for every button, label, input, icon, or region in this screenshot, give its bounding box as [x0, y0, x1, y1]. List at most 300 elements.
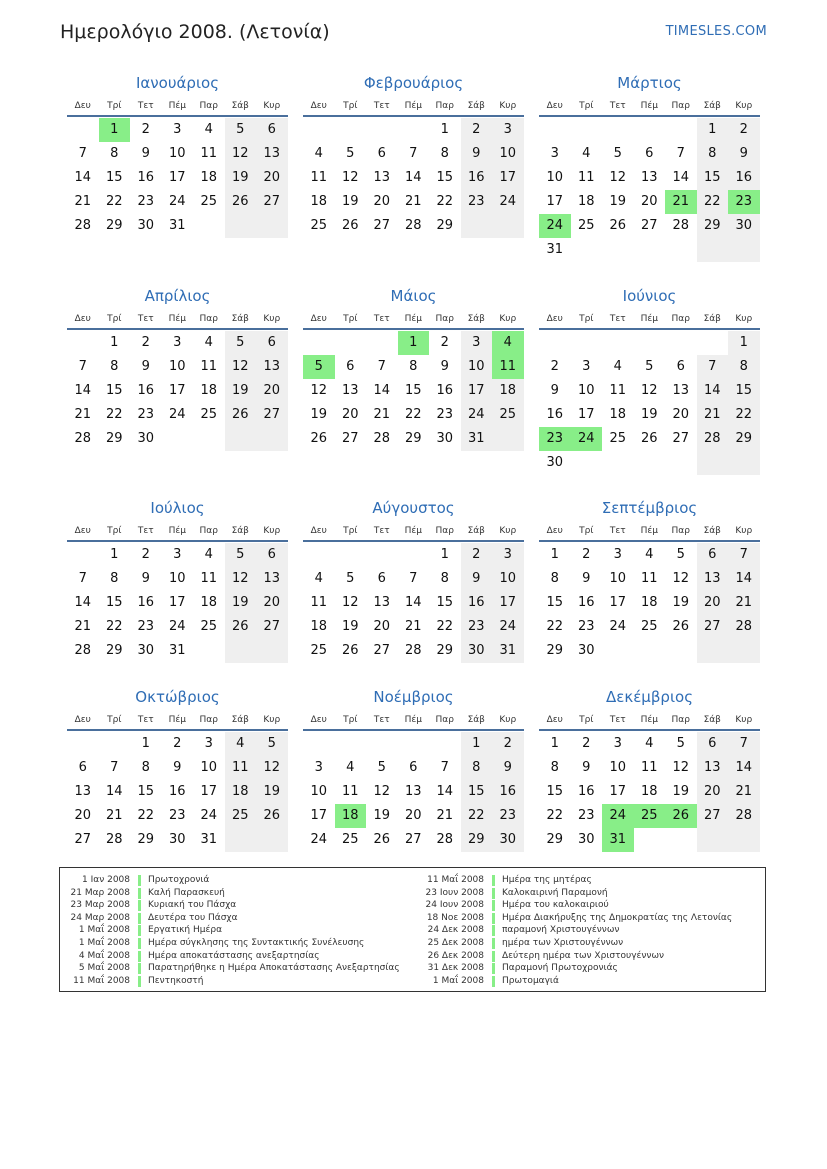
day-cell[interactable]: 22 — [137, 808, 155, 823]
day-cell[interactable]: 28 — [74, 643, 92, 658]
day-cell[interactable]: 24 — [310, 832, 328, 847]
day-cell[interactable]: 13 — [373, 170, 391, 185]
day-cell[interactable]: 25 — [200, 407, 218, 422]
day-cell[interactable]: 12 — [640, 383, 658, 398]
day-cell[interactable]: 30 — [137, 431, 155, 446]
day-cell[interactable]: 27 — [256, 615, 288, 639]
day-cell[interactable]: 7 — [409, 146, 418, 161]
day-cell[interactable]: 21 — [373, 407, 391, 422]
day-cell[interactable]: 28 — [436, 832, 454, 847]
day-cell[interactable]: 14 — [74, 595, 92, 610]
day-cell[interactable]: 17 — [461, 379, 493, 403]
day-cell[interactable]: 2 — [582, 736, 591, 751]
day-cell[interactable]: 16 — [546, 407, 564, 422]
day-cell[interactable]: 9 — [440, 359, 449, 374]
day-cell[interactable]: 3 — [613, 736, 622, 751]
day-cell[interactable]: 5 — [225, 543, 257, 567]
day-cell[interactable]: 7 — [78, 146, 87, 161]
day-cell[interactable]: 27 — [256, 403, 288, 427]
day-cell[interactable]: 23 — [461, 615, 493, 639]
day-cell[interactable]: 25 — [310, 218, 328, 233]
day-cell[interactable]: 20 — [697, 591, 729, 615]
day-cell[interactable]: 27 — [697, 615, 729, 639]
day-cell[interactable]: 26 — [373, 832, 391, 847]
day-cell[interactable]: 29 — [728, 427, 760, 451]
day-cell[interactable]: 20 — [697, 780, 729, 804]
day-cell[interactable]: 21 — [436, 808, 454, 823]
day-cell[interactable]: 13 — [256, 142, 288, 166]
day-cell[interactable]: 10 — [168, 571, 186, 586]
day-cell[interactable]: 14 — [74, 170, 92, 185]
day-cell[interactable]: 31 — [602, 828, 634, 852]
day-cell[interactable]: 23 — [137, 407, 155, 422]
site-link[interactable]: TIMESLES.COM — [665, 24, 767, 39]
day-cell[interactable]: 25 — [609, 431, 627, 446]
day-cell[interactable]: 4 — [582, 146, 591, 161]
day-cell[interactable]: 5 — [676, 547, 685, 562]
day-cell[interactable]: 18 — [492, 379, 524, 403]
day-cell[interactable]: 15 — [105, 595, 123, 610]
day-cell[interactable]: 3 — [204, 736, 213, 751]
day-cell[interactable]: 5 — [225, 118, 257, 142]
day-cell[interactable]: 30 — [577, 832, 595, 847]
day-cell[interactable]: 13 — [672, 383, 690, 398]
day-cell[interactable]: 9 — [461, 567, 493, 591]
day-cell[interactable]: 10 — [609, 571, 627, 586]
day-cell[interactable]: 12 — [225, 142, 257, 166]
day-cell[interactable]: 2 — [492, 732, 524, 756]
day-cell[interactable]: 4 — [204, 547, 213, 562]
day-cell[interactable]: 24 — [571, 427, 603, 451]
day-cell[interactable]: 24 — [539, 214, 571, 238]
day-cell[interactable]: 29 — [105, 218, 123, 233]
day-cell[interactable]: 21 — [105, 808, 123, 823]
day-cell[interactable]: 4 — [645, 736, 654, 751]
day-cell[interactable]: 10 — [461, 355, 493, 379]
day-cell[interactable]: 25 — [341, 832, 359, 847]
day-cell[interactable]: 30 — [546, 455, 564, 470]
day-cell[interactable]: 14 — [436, 784, 454, 799]
day-cell[interactable]: 19 — [225, 591, 257, 615]
day-cell[interactable]: 12 — [310, 383, 328, 398]
day-cell[interactable]: 1 — [99, 118, 131, 142]
day-cell[interactable]: 24 — [492, 190, 524, 214]
day-cell[interactable]: 30 — [137, 643, 155, 658]
day-cell[interactable]: 26 — [609, 218, 627, 233]
day-cell[interactable]: 31 — [461, 427, 493, 451]
day-cell[interactable]: 20 — [373, 194, 391, 209]
day-cell[interactable]: 13 — [697, 567, 729, 591]
day-cell[interactable]: 22 — [105, 194, 123, 209]
day-cell[interactable]: 22 — [546, 619, 564, 634]
day-cell[interactable]: 18 — [609, 407, 627, 422]
day-cell[interactable]: 16 — [436, 383, 454, 398]
day-cell[interactable]: 26 — [640, 431, 658, 446]
day-cell[interactable]: 14 — [728, 567, 760, 591]
day-cell[interactable]: 3 — [173, 122, 182, 137]
day-cell[interactable]: 28 — [728, 804, 760, 828]
day-cell[interactable]: 4 — [613, 359, 622, 374]
day-cell[interactable]: 4 — [204, 335, 213, 350]
day-cell[interactable]: 1 — [550, 736, 559, 751]
day-cell[interactable]: 11 — [310, 595, 328, 610]
day-cell[interactable]: 6 — [377, 571, 386, 586]
day-cell[interactable]: 29 — [105, 431, 123, 446]
day-cell[interactable]: 3 — [492, 543, 524, 567]
day-cell[interactable]: 17 — [609, 784, 627, 799]
day-cell[interactable]: 22 — [404, 407, 422, 422]
day-cell[interactable]: 12 — [256, 756, 288, 780]
day-cell[interactable]: 27 — [404, 832, 422, 847]
day-cell[interactable]: 2 — [582, 547, 591, 562]
day-cell[interactable]: 8 — [461, 756, 493, 780]
day-cell[interactable]: 4 — [204, 122, 213, 137]
day-cell[interactable]: 19 — [672, 595, 690, 610]
day-cell[interactable]: 29 — [404, 431, 422, 446]
day-cell[interactable]: 1 — [110, 335, 119, 350]
day-cell[interactable]: 21 — [404, 194, 422, 209]
day-cell[interactable]: 9 — [582, 571, 591, 586]
day-cell[interactable]: 29 — [461, 828, 493, 852]
day-cell[interactable]: 25 — [200, 619, 218, 634]
day-cell[interactable]: 15 — [105, 383, 123, 398]
day-cell[interactable]: 6 — [409, 760, 418, 775]
day-cell[interactable]: 30 — [728, 214, 760, 238]
day-cell[interactable]: 11 — [492, 355, 524, 379]
day-cell[interactable]: 13 — [256, 567, 288, 591]
day-cell[interactable]: 26 — [225, 615, 257, 639]
day-cell[interactable]: 1 — [141, 736, 150, 751]
day-cell[interactable]: 30 — [461, 639, 493, 663]
day-cell[interactable]: 31 — [200, 832, 218, 847]
day-cell[interactable]: 18 — [200, 595, 218, 610]
day-cell[interactable]: 16 — [168, 784, 186, 799]
day-cell[interactable]: 7 — [377, 359, 386, 374]
day-cell[interactable]: 19 — [373, 808, 391, 823]
day-cell[interactable]: 27 — [373, 218, 391, 233]
day-cell[interactable]: 17 — [609, 595, 627, 610]
day-cell[interactable]: 8 — [409, 359, 418, 374]
day-cell[interactable]: 10 — [168, 359, 186, 374]
day-cell[interactable]: 13 — [256, 355, 288, 379]
day-cell[interactable]: 24 — [602, 804, 634, 828]
day-cell[interactable]: 8 — [440, 571, 449, 586]
day-cell[interactable]: 5 — [303, 355, 335, 379]
day-cell[interactable]: 28 — [74, 431, 92, 446]
day-cell[interactable]: 14 — [373, 383, 391, 398]
day-cell[interactable]: 4 — [645, 547, 654, 562]
day-cell[interactable]: 17 — [492, 166, 524, 190]
day-cell[interactable]: 23 — [137, 619, 155, 634]
day-cell[interactable]: 24 — [168, 619, 186, 634]
day-cell[interactable]: 13 — [373, 595, 391, 610]
day-cell[interactable]: 12 — [341, 170, 359, 185]
day-cell[interactable]: 16 — [577, 784, 595, 799]
day-cell[interactable]: 17 — [492, 591, 524, 615]
day-cell[interactable]: 20 — [672, 407, 690, 422]
day-cell[interactable]: 20 — [256, 166, 288, 190]
day-cell[interactable]: 27 — [373, 643, 391, 658]
day-cell[interactable]: 21 — [728, 591, 760, 615]
day-cell[interactable]: 30 — [492, 828, 524, 852]
day-cell[interactable]: 12 — [225, 567, 257, 591]
day-cell[interactable]: 23 — [577, 619, 595, 634]
day-cell[interactable]: 15 — [461, 780, 493, 804]
day-cell[interactable]: 11 — [200, 359, 218, 374]
day-cell[interactable]: 9 — [141, 359, 150, 374]
day-cell[interactable]: 5 — [346, 146, 355, 161]
day-cell[interactable]: 20 — [640, 194, 658, 209]
day-cell[interactable]: 23 — [168, 808, 186, 823]
day-cell[interactable]: 7 — [676, 146, 685, 161]
day-cell[interactable]: 6 — [697, 732, 729, 756]
day-cell[interactable]: 10 — [310, 784, 328, 799]
day-cell[interactable]: 19 — [341, 619, 359, 634]
day-cell[interactable]: 9 — [141, 146, 150, 161]
day-cell[interactable]: 24 — [168, 194, 186, 209]
day-cell[interactable]: 7 — [728, 543, 760, 567]
day-cell[interactable]: 23 — [539, 427, 571, 451]
day-cell[interactable]: 9 — [550, 383, 559, 398]
day-cell[interactable]: 2 — [728, 118, 760, 142]
day-cell[interactable]: 6 — [256, 543, 288, 567]
day-cell[interactable]: 15 — [546, 595, 564, 610]
day-cell[interactable]: 1 — [728, 331, 760, 355]
day-cell[interactable]: 24 — [492, 615, 524, 639]
day-cell[interactable]: 19 — [341, 194, 359, 209]
day-cell[interactable]: 5 — [377, 760, 386, 775]
day-cell[interactable]: 6 — [676, 359, 685, 374]
day-cell[interactable]: 11 — [310, 170, 328, 185]
day-cell[interactable]: 4 — [346, 760, 355, 775]
day-cell[interactable]: 2 — [141, 547, 150, 562]
day-cell[interactable]: 14 — [672, 170, 690, 185]
day-cell[interactable]: 18 — [640, 595, 658, 610]
day-cell[interactable]: 23 — [461, 190, 493, 214]
day-cell[interactable]: 6 — [256, 331, 288, 355]
day-cell[interactable]: 7 — [409, 571, 418, 586]
day-cell[interactable]: 2 — [461, 543, 493, 567]
day-cell[interactable]: 14 — [105, 784, 123, 799]
day-cell[interactable]: 19 — [672, 784, 690, 799]
day-cell[interactable]: 9 — [141, 571, 150, 586]
day-cell[interactable]: 15 — [404, 383, 422, 398]
day-cell[interactable]: 30 — [168, 832, 186, 847]
day-cell[interactable]: 29 — [546, 832, 564, 847]
day-cell[interactable]: 30 — [137, 218, 155, 233]
day-cell[interactable]: 29 — [697, 214, 729, 238]
day-cell[interactable]: 3 — [461, 331, 493, 355]
day-cell[interactable]: 29 — [436, 218, 454, 233]
day-cell[interactable]: 31 — [546, 242, 564, 257]
day-cell[interactable]: 10 — [168, 146, 186, 161]
day-cell[interactable]: 17 — [200, 784, 218, 799]
day-cell[interactable]: 22 — [105, 619, 123, 634]
day-cell[interactable]: 3 — [550, 146, 559, 161]
day-cell[interactable]: 27 — [640, 218, 658, 233]
day-cell[interactable]: 12 — [672, 760, 690, 775]
day-cell[interactable]: 20 — [341, 407, 359, 422]
day-cell[interactable]: 2 — [173, 736, 182, 751]
day-cell[interactable]: 5 — [676, 736, 685, 751]
day-cell[interactable]: 4 — [314, 571, 323, 586]
day-cell[interactable]: 9 — [582, 760, 591, 775]
day-cell[interactable]: 18 — [310, 194, 328, 209]
day-cell[interactable]: 6 — [697, 543, 729, 567]
day-cell[interactable]: 17 — [310, 808, 328, 823]
day-cell[interactable]: 5 — [256, 732, 288, 756]
day-cell[interactable]: 8 — [728, 355, 760, 379]
day-cell[interactable]: 3 — [173, 547, 182, 562]
day-cell[interactable]: 3 — [613, 547, 622, 562]
day-cell[interactable]: 20 — [256, 591, 288, 615]
day-cell[interactable]: 22 — [546, 808, 564, 823]
day-cell[interactable]: 7 — [697, 355, 729, 379]
day-cell[interactable]: 16 — [728, 166, 760, 190]
day-cell[interactable]: 3 — [314, 760, 323, 775]
day-cell[interactable]: 19 — [256, 780, 288, 804]
day-cell[interactable]: 29 — [436, 643, 454, 658]
day-cell[interactable]: 2 — [550, 359, 559, 374]
day-cell[interactable]: 12 — [225, 355, 257, 379]
day-cell[interactable]: 21 — [74, 619, 92, 634]
day-cell[interactable]: 25 — [225, 804, 257, 828]
day-cell[interactable]: 30 — [436, 431, 454, 446]
day-cell[interactable]: 7 — [78, 571, 87, 586]
day-cell[interactable]: 22 — [697, 190, 729, 214]
day-cell[interactable]: 21 — [665, 190, 697, 214]
day-cell[interactable]: 10 — [492, 142, 524, 166]
day-cell[interactable]: 9 — [728, 142, 760, 166]
day-cell[interactable]: 28 — [672, 218, 690, 233]
day-cell[interactable]: 26 — [665, 804, 697, 828]
day-cell[interactable]: 15 — [728, 379, 760, 403]
day-cell[interactable]: 14 — [697, 379, 729, 403]
day-cell[interactable]: 18 — [310, 619, 328, 634]
day-cell[interactable]: 6 — [256, 118, 288, 142]
day-cell[interactable]: 15 — [546, 784, 564, 799]
day-cell[interactable]: 11 — [640, 760, 658, 775]
day-cell[interactable]: 10 — [546, 170, 564, 185]
day-cell[interactable]: 1 — [440, 122, 449, 137]
day-cell[interactable]: 8 — [697, 142, 729, 166]
day-cell[interactable]: 13 — [74, 784, 92, 799]
day-cell[interactable]: 11 — [200, 571, 218, 586]
day-cell[interactable]: 22 — [436, 194, 454, 209]
day-cell[interactable]: 11 — [225, 756, 257, 780]
day-cell[interactable]: 16 — [137, 170, 155, 185]
day-cell[interactable]: 10 — [609, 760, 627, 775]
day-cell[interactable]: 24 — [461, 403, 493, 427]
day-cell[interactable]: 28 — [373, 431, 391, 446]
day-cell[interactable]: 28 — [404, 643, 422, 658]
day-cell[interactable]: 30 — [577, 643, 595, 658]
day-cell[interactable]: 28 — [697, 427, 729, 451]
day-cell[interactable]: 1 — [398, 331, 430, 355]
day-cell[interactable]: 16 — [461, 591, 493, 615]
day-cell[interactable]: 1 — [440, 547, 449, 562]
day-cell[interactable]: 18 — [577, 194, 595, 209]
day-cell[interactable]: 16 — [492, 780, 524, 804]
day-cell[interactable]: 3 — [492, 118, 524, 142]
day-cell[interactable]: 25 — [640, 619, 658, 634]
day-cell[interactable]: 24 — [200, 808, 218, 823]
day-cell[interactable]: 5 — [225, 331, 257, 355]
day-cell[interactable]: 1 — [550, 547, 559, 562]
day-cell[interactable]: 22 — [105, 407, 123, 422]
day-cell[interactable]: 22 — [436, 619, 454, 634]
day-cell[interactable]: 19 — [225, 379, 257, 403]
day-cell[interactable]: 31 — [492, 639, 524, 663]
day-cell[interactable]: 31 — [168, 643, 186, 658]
day-cell[interactable]: 3 — [582, 359, 591, 374]
day-cell[interactable]: 29 — [105, 643, 123, 658]
day-cell[interactable]: 9 — [461, 142, 493, 166]
day-cell[interactable]: 12 — [609, 170, 627, 185]
day-cell[interactable]: 16 — [137, 383, 155, 398]
day-cell[interactable]: 10 — [200, 760, 218, 775]
day-cell[interactable]: 11 — [609, 383, 627, 398]
day-cell[interactable]: 13 — [404, 784, 422, 799]
day-cell[interactable]: 19 — [640, 407, 658, 422]
day-cell[interactable]: 11 — [640, 571, 658, 586]
day-cell[interactable]: 23 — [492, 804, 524, 828]
day-cell[interactable]: 27 — [697, 804, 729, 828]
day-cell[interactable]: 6 — [645, 146, 654, 161]
day-cell[interactable]: 8 — [550, 571, 559, 586]
day-cell[interactable]: 8 — [550, 760, 559, 775]
day-cell[interactable]: 18 — [200, 170, 218, 185]
day-cell[interactable]: 3 — [173, 335, 182, 350]
day-cell[interactable]: 7 — [440, 760, 449, 775]
day-cell[interactable]: 27 — [672, 431, 690, 446]
day-cell[interactable]: 17 — [577, 407, 595, 422]
day-cell[interactable]: 10 — [492, 567, 524, 591]
day-cell[interactable]: 24 — [168, 407, 186, 422]
day-cell[interactable]: 7 — [78, 359, 87, 374]
day-cell[interactable]: 29 — [546, 643, 564, 658]
day-cell[interactable]: 26 — [341, 643, 359, 658]
day-cell[interactable]: 27 — [256, 190, 288, 214]
day-cell[interactable]: 23 — [436, 407, 454, 422]
day-cell[interactable]: 23 — [137, 194, 155, 209]
day-cell[interactable]: 21 — [74, 194, 92, 209]
day-cell[interactable]: 18 — [200, 383, 218, 398]
day-cell[interactable]: 4 — [225, 732, 257, 756]
day-cell[interactable]: 18 — [335, 804, 367, 828]
day-cell[interactable]: 15 — [105, 170, 123, 185]
day-cell[interactable]: 6 — [346, 359, 355, 374]
day-cell[interactable]: 14 — [74, 383, 92, 398]
day-cell[interactable]: 2 — [440, 335, 449, 350]
day-cell[interactable]: 26 — [225, 403, 257, 427]
day-cell[interactable]: 31 — [168, 218, 186, 233]
day-cell[interactable]: 8 — [110, 359, 119, 374]
day-cell[interactable]: 26 — [672, 619, 690, 634]
day-cell[interactable]: 17 — [168, 595, 186, 610]
day-cell[interactable]: 12 — [341, 595, 359, 610]
day-cell[interactable]: 16 — [137, 595, 155, 610]
day-cell[interactable]: 11 — [577, 170, 595, 185]
day-cell[interactable]: 27 — [341, 431, 359, 446]
day-cell[interactable]: 20 — [256, 379, 288, 403]
day-cell[interactable]: 20 — [74, 808, 92, 823]
day-cell[interactable]: 13 — [640, 170, 658, 185]
day-cell[interactable]: 15 — [137, 784, 155, 799]
day-cell[interactable]: 9 — [492, 756, 524, 780]
day-cell[interactable]: 25 — [310, 643, 328, 658]
day-cell[interactable]: 25 — [577, 218, 595, 233]
